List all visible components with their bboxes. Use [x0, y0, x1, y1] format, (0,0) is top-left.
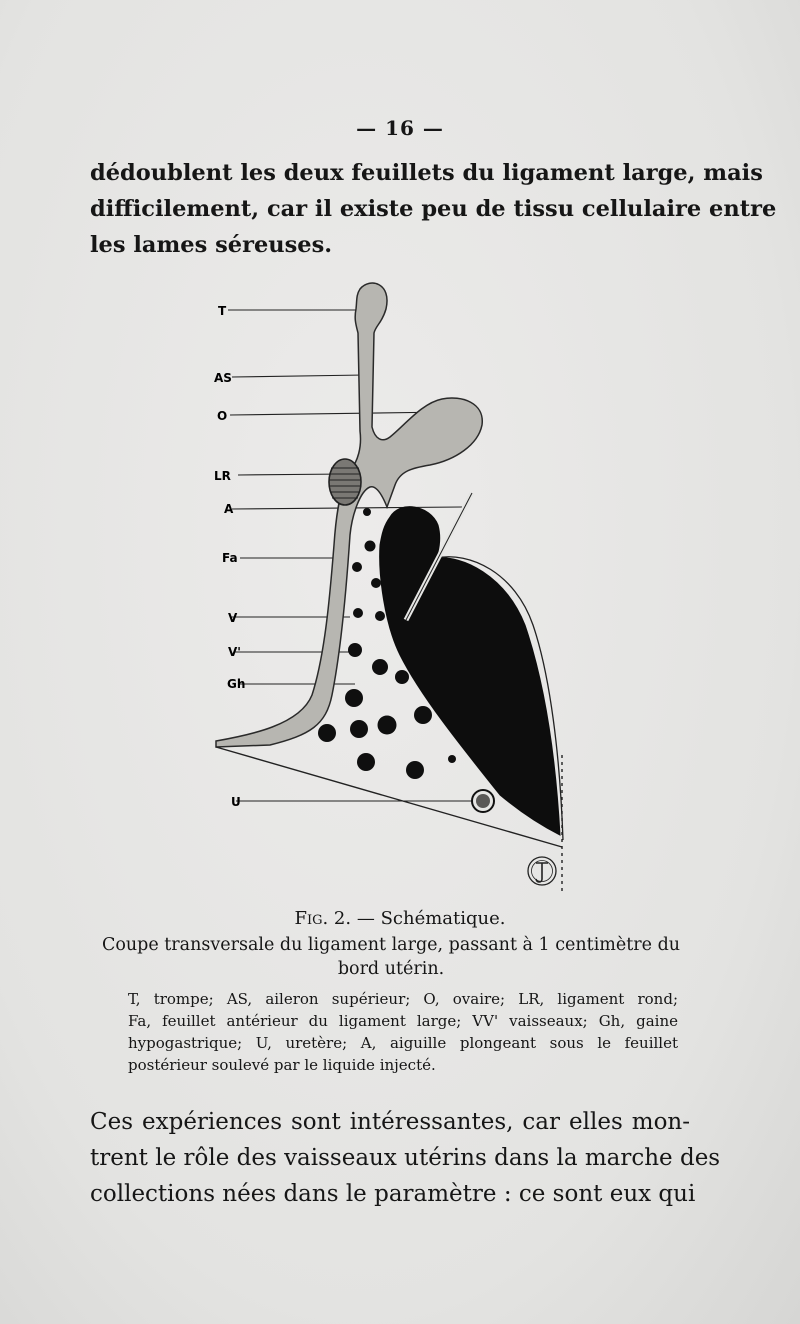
- figure-title-text: — Schématique.: [351, 908, 506, 929]
- round-ligament-oval: [329, 459, 361, 505]
- figure-legend: [128, 988, 678, 1076]
- figure-label-a: A: [224, 502, 234, 516]
- legend-line: Fa, feuillet antérieur du ligament large; VV' vaisseaux; Gh, gaine: [128, 1012, 678, 1030]
- figure-caption-subtitle: Coupe transversale du ligament large, passant à 1 centimètre du bord utérin.: [101, 935, 681, 979]
- paragraph-line: Ces expériences sont intéressantes, car elles mon-: [90, 1109, 690, 1135]
- figure-number: Fig. 2.: [294, 908, 352, 929]
- figure-label-fa: Fa: [222, 551, 238, 565]
- figure-label-t: T: [218, 304, 227, 318]
- figure-label-o: O: [217, 409, 228, 423]
- schematic-figure: [200, 275, 580, 905]
- paragraph-line: collections nées dans le paramètre : ce sont eux qui: [90, 1181, 696, 1207]
- legend-line: hypogastrique; U, uretère; A, aiguille plongeant sous le feuillet: [128, 1034, 678, 1052]
- legend-line: postérieur soulevé par le liquide injecté.: [128, 1056, 436, 1074]
- uterus-mass: [380, 507, 560, 835]
- page-number: — 16 —: [356, 116, 444, 140]
- figure-caption-title: [0, 908, 800, 929]
- figure-label-lr: LR: [214, 469, 231, 483]
- engraver-monogram-stamp: [528, 857, 556, 885]
- legend-line: T, trompe; AS, aileron supérieur; O, ovaire; LR, ligament rond;: [128, 990, 678, 1008]
- leader-line-as: [232, 375, 365, 377]
- ureter-circle: [472, 790, 494, 812]
- figure-label-gh: Gh: [227, 677, 246, 691]
- bottom-paragraph: [90, 1104, 721, 1212]
- figure-label-as: AS: [214, 371, 232, 385]
- figure-label-v: V: [228, 611, 238, 625]
- top-paragraph: [90, 155, 777, 263]
- paragraph-line: les lames séreuses.: [90, 232, 333, 258]
- paragraph-line: difficilement, car il existe peu de tissu cellulaire entre: [90, 196, 777, 222]
- paragraph-line: trent le rôle des vaisseaux utérins dans la marche des: [90, 1145, 721, 1171]
- paragraph-line: dédoublent les deux feuillets du ligament large, mais: [90, 160, 763, 186]
- figure-label-u: U: [231, 795, 241, 809]
- figure-label-v-prime: V': [228, 645, 241, 659]
